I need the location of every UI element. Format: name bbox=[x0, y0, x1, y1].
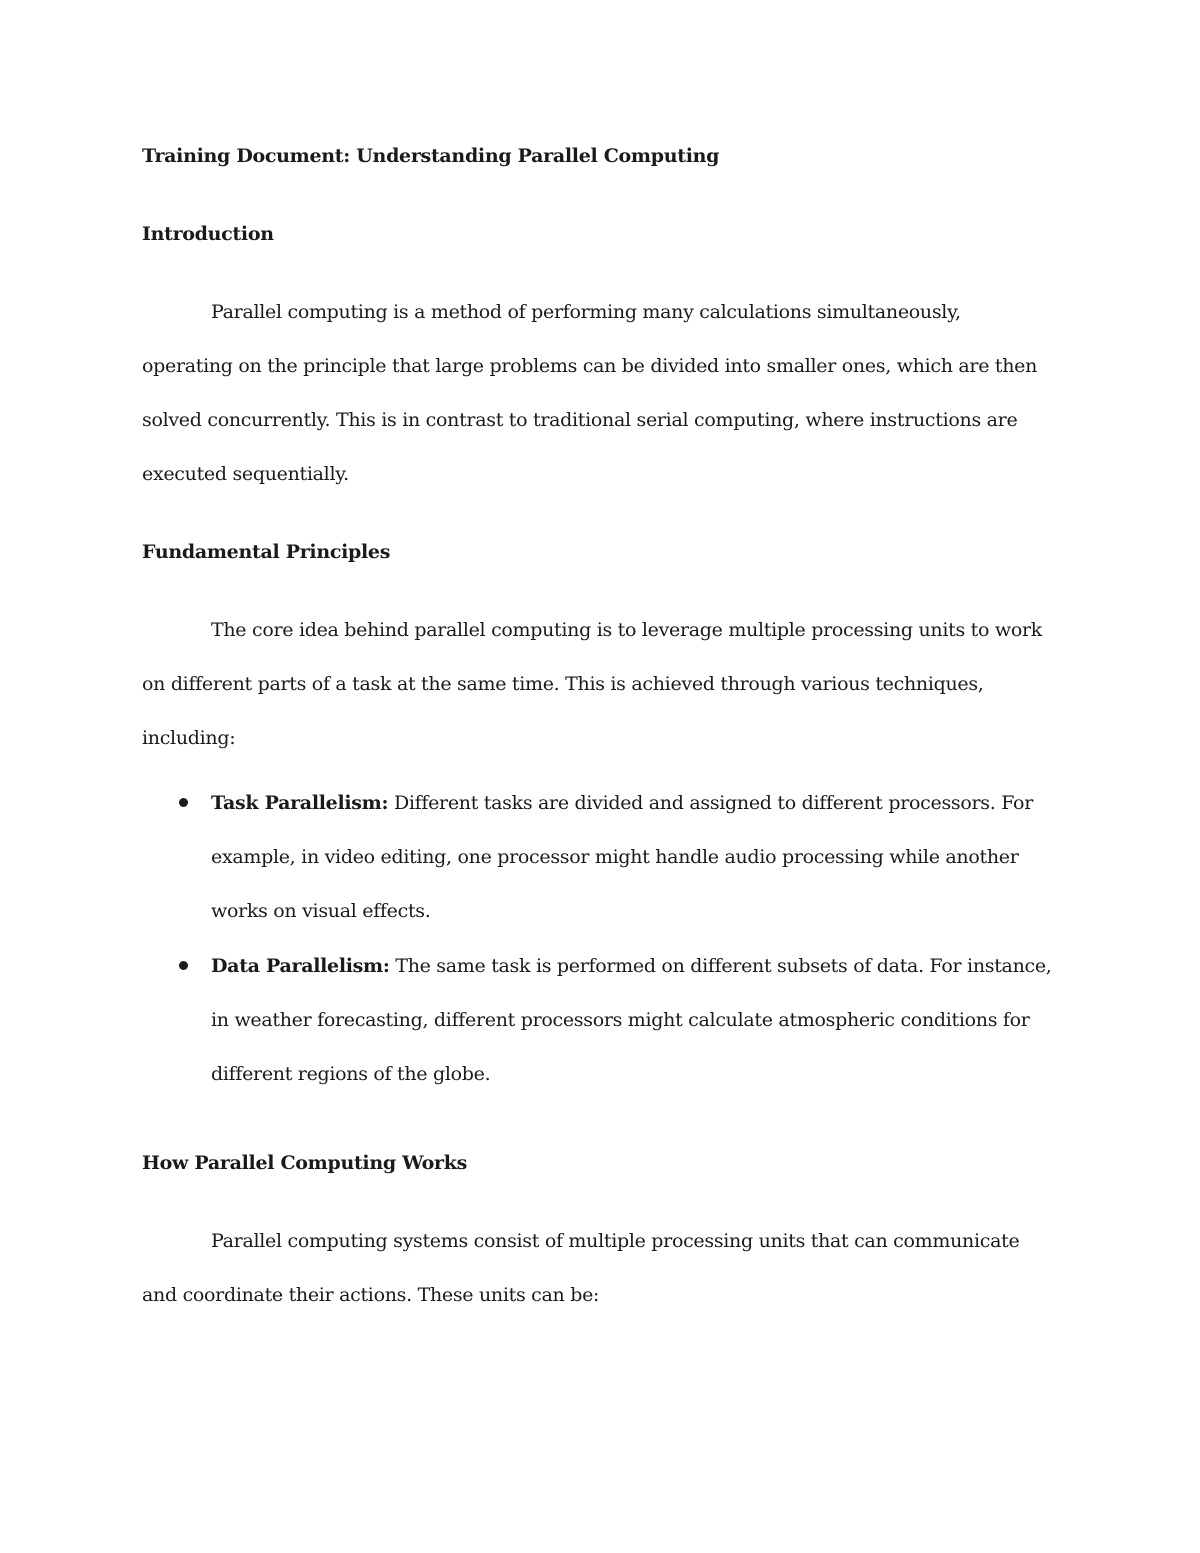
bullet-line: in weather forecasting, different processors might calculate atmospheric conditions for bbox=[211, 1009, 1030, 1031]
paragraph-line: operating on the principle that large problems can be divided into smaller ones, which are then bbox=[142, 355, 1038, 377]
paragraph-line: solved concurrently. This is in contrast to traditional serial computing, where instructions are bbox=[142, 409, 1018, 431]
section-heading-fundamental-principles: Fundamental Principles bbox=[142, 541, 391, 563]
paragraph-line: executed sequentially. bbox=[142, 463, 349, 485]
paragraph-line: on different parts of a task at the same time. This is achieved through various techniques, bbox=[142, 673, 984, 695]
bullet-line: example, in video editing, one processor might handle audio processing while another bbox=[211, 846, 1019, 868]
bullet-term: Task Parallelism: bbox=[211, 792, 389, 814]
paragraph-line: Parallel computing is a method of performing many calculations simultaneously, bbox=[211, 301, 961, 323]
bullet-item-data-parallelism bbox=[211, 954, 1052, 978]
section-heading-how-it-works: How Parallel Computing Works bbox=[142, 1152, 468, 1174]
bullet-text: The same task is performed on different subsets of data. For instance, bbox=[389, 955, 1052, 977]
bullet-icon bbox=[179, 961, 188, 970]
paragraph-line: and coordinate their actions. These units can be: bbox=[142, 1284, 600, 1306]
bullet-line: works on visual effects. bbox=[211, 900, 431, 922]
document-title: Training Document: Understanding Parallel Computing bbox=[142, 145, 720, 167]
bullet-item-task-parallelism bbox=[211, 791, 1033, 815]
paragraph-line: including: bbox=[142, 727, 236, 749]
bullet-term: Data Parallelism: bbox=[211, 955, 390, 977]
paragraph-line: The core idea behind parallel computing is to leverage multiple processing units to work bbox=[211, 619, 1042, 641]
bullet-icon bbox=[179, 798, 188, 807]
bullet-text: Different tasks are divided and assigned to different processors. For bbox=[388, 792, 1033, 814]
bullet-line: different regions of the globe. bbox=[211, 1063, 491, 1085]
paragraph-line: Parallel computing systems consist of multiple processing units that can communicate bbox=[211, 1230, 1020, 1252]
section-heading-introduction: Introduction bbox=[142, 223, 274, 245]
